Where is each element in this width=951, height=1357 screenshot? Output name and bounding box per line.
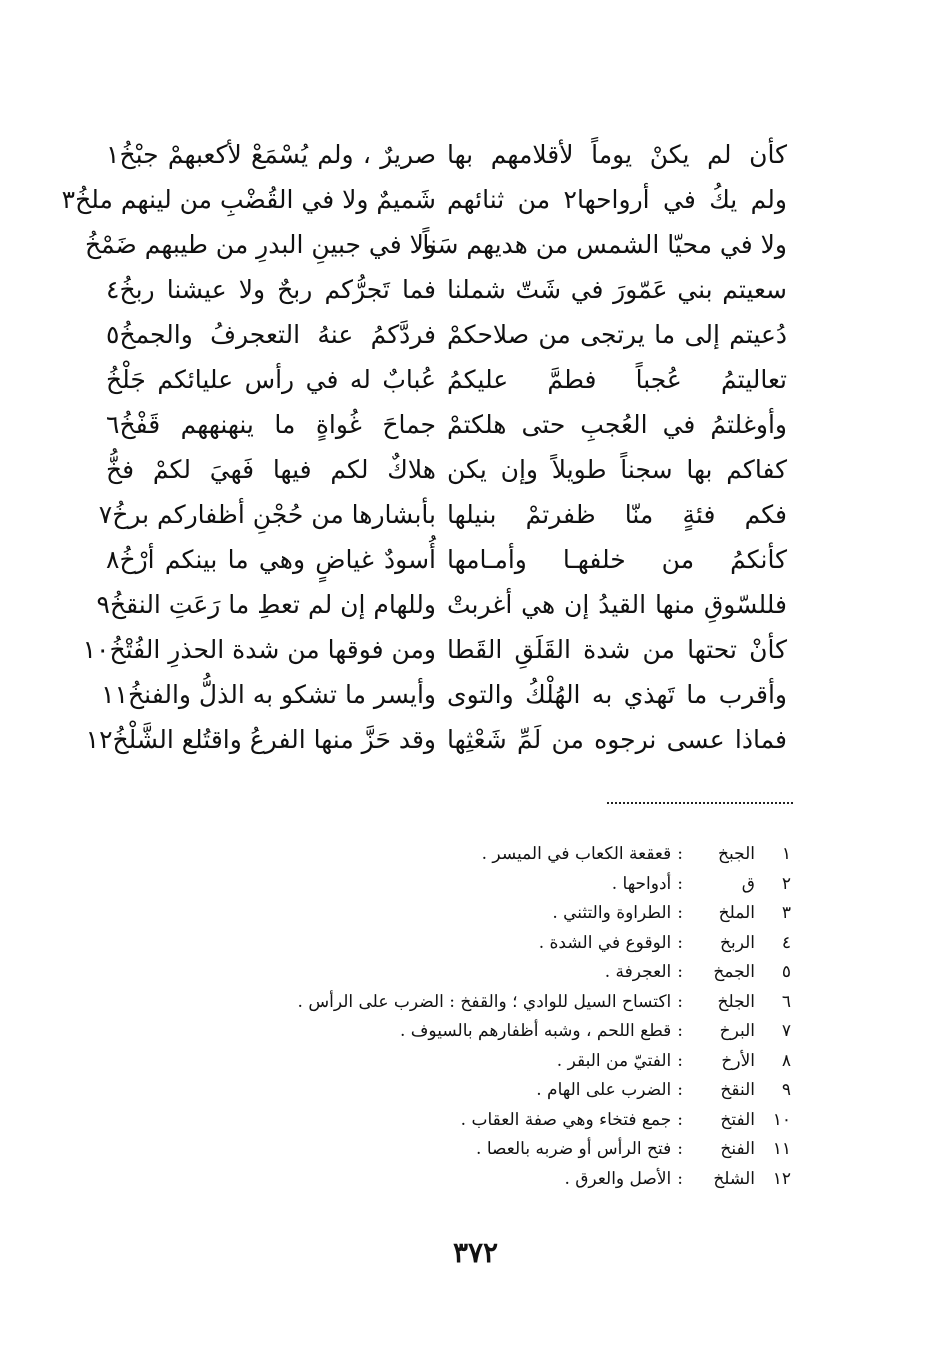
verse-second-hemistich: ولا في جبينِ البدرِ من طيبهم ضَمْخُ: [84, 230, 436, 259]
footnote-text: الفتيّ من البقر .: [556, 1050, 672, 1071]
footnote-separator: :: [677, 1139, 683, 1159]
footnote: [298, 988, 791, 1018]
verse-second-hemistich: بأبشارها من حُجْنِ أظفاركم برخُ٧: [98, 500, 436, 529]
footnote-separator: :: [677, 1168, 683, 1189]
footnote-separator: :: [677, 1109, 683, 1130]
footnote-separator: :: [677, 991, 683, 1012]
footnote-term: الملخ: [718, 903, 755, 923]
footnote-text: العجرفة .: [604, 962, 672, 982]
footnote-term: الأرخ: [721, 1050, 755, 1071]
footnote: [298, 1165, 791, 1195]
footnote-divider: [607, 802, 793, 804]
footnote: [298, 1017, 791, 1047]
footnote-term: الفنخ: [720, 1139, 755, 1159]
verse-second-hemistich: فردَّكمُ عنهُ التعجرفُ والجمخُ٥: [106, 320, 436, 349]
footnote-term: الفتخ: [720, 1109, 755, 1130]
footnote-term: الجبخ: [718, 844, 755, 864]
verse-first-hemistich: وأقرب ما تَهذي به الهُلْكُ والتوى: [447, 680, 787, 709]
footnote-text: جمع فتخاء وهي صفة العقاب .: [460, 1109, 672, 1130]
verse-first-hemistich: فماذا عسى نرجوه من لَمِّ شَعْثِها: [447, 725, 787, 754]
verse-first-hemistich: وأوغلتمُ في العُجبِ حتى هلكتمْ: [447, 410, 787, 439]
verse-first-hemistich: كفاكم بها سجناً طويلاً وإن يكن: [447, 455, 787, 484]
footnote-number: ١٠: [772, 1109, 791, 1130]
footnote-number: ٦: [781, 991, 791, 1012]
footnote-separator: :: [677, 844, 683, 864]
footnote-number: ٥: [781, 962, 791, 982]
footnote-term: الشلخ: [713, 1168, 755, 1189]
verse-second-hemistich: وقد حَزَّ منها الفرعُ واقتُلع الشَّلْخُ١٢: [85, 725, 436, 754]
footnote-number: ٣: [781, 903, 791, 923]
footnote-number: ٤: [781, 932, 791, 953]
footnote-term: الجمخ: [713, 962, 755, 982]
footnote-text: اكتساح السيل للوادي ؛ والقفخ : الضرب على الرأس .: [297, 991, 672, 1012]
verse-second-hemistich: ومن فوقها من شدة الحذرِ الفُتْخُ١٠: [82, 635, 436, 664]
verse-first-hemistich: كأن لم يكنْ يوماً لأقلامهم بها: [447, 140, 787, 169]
footnote-text: فتح الرأس أو ضربه بالعصا .: [476, 1139, 672, 1159]
footnote: [298, 1135, 791, 1165]
footnote-number: ١: [781, 844, 791, 864]
verse-second-hemistich: جماحَ غُواةٍ ما ينهنههم قَفْخُ٦: [106, 410, 436, 439]
footnote-separator: :: [677, 962, 683, 982]
verse-second-hemistich: صريرٌ ، ولم يُسْمَعْ لأكعبهمْ جبْخُ١: [106, 140, 436, 169]
footnote: [298, 1106, 791, 1136]
verse-first-hemistich: كأنْ تحتها من شدة القَلَقِ القَطا: [447, 635, 787, 664]
verse-second-hemistich: أُسودٌ غياضٍ وهي ما بينكم أرْخُ٨: [106, 545, 436, 574]
verse-second-hemistich: عُبابٌ له في رأس عليائكم جَلْخُ: [106, 365, 436, 394]
footnote-text: قطع اللحم ، وشبه أظفارهم بالسيوف .: [400, 1021, 672, 1041]
footnote: [298, 899, 791, 929]
footnote-term: ق: [741, 873, 755, 894]
footnote-number: ١١: [772, 1139, 791, 1159]
footnote: [298, 1047, 791, 1077]
footnote-text: أدواحها .: [611, 873, 672, 894]
verse-first-hemistich: سعيتم بني عَمّورَ في شَتّ شملنا: [447, 275, 787, 304]
footnote: [298, 840, 791, 870]
footnote-term: البرخ: [719, 1021, 755, 1041]
verse-second-hemistich: شَميمٌ ولا في القُضْبِ من لينهم ملخُ٣: [61, 185, 436, 214]
verse-second-hemistich: فما تَجرُّكم ربحٌ ولا عيشنا ربخُ٤: [106, 275, 436, 304]
footnote: [298, 958, 791, 988]
footnote-separator: :: [677, 1050, 683, 1071]
footnote-text: الوقوع في الشدة .: [538, 932, 672, 953]
footnote-text: الأصل والعرق .: [564, 1168, 672, 1189]
footnote-separator: :: [677, 903, 683, 923]
footnote-text: الضرب على الهام .: [536, 1080, 672, 1100]
verse-first-hemistich: تعاليتمُ عُجباً فطمَّ عليكمُ: [447, 365, 787, 394]
verse-second-hemistich: وأيسر ما تشكو به الذلُّ والفنخُ١١: [101, 680, 436, 709]
footnote-number: ٨: [781, 1050, 791, 1071]
footnote: [298, 870, 791, 900]
footnotes: [298, 840, 791, 1194]
page-number: ٣٧٢: [452, 1236, 499, 1269]
poem-left-column: [61, 132, 436, 762]
footnote: [298, 1076, 791, 1106]
footnote-term: الجلخ: [717, 991, 755, 1012]
footnote-number: ٧: [781, 1021, 791, 1041]
verse-second-hemistich: وللهام إن لم تعطِ ما رَعَتِ النقخُ٩: [96, 590, 436, 619]
verse-first-hemistich: كأنكمُ من خلفهـا وأمـامها: [447, 545, 787, 574]
verse-second-hemistich: هلاكٌ لكم فيها فَهيَ لكمْ فخُّ: [106, 455, 436, 484]
verse-first-hemistich: فكم فئةٍ منّا ظفرتمْ بنيلها: [447, 500, 787, 529]
footnote: [298, 929, 791, 959]
footnote-text: الطراوة والتثني .: [552, 903, 672, 923]
footnote-text: قعقعة الكعاب في الميسر .: [481, 844, 672, 864]
footnote-separator: :: [677, 1021, 683, 1041]
footnote-number: ١٢: [772, 1168, 791, 1189]
footnote-separator: :: [677, 1080, 683, 1100]
footnote-separator: :: [677, 932, 683, 953]
footnote-separator: :: [677, 873, 683, 894]
footnote-number: ٢: [781, 873, 791, 894]
verse-first-hemistich: ولا في محيّا الشمس من هديهم سَناً: [422, 230, 787, 259]
poem-right-column: [422, 132, 787, 762]
verse-first-hemistich: دُعيتم إلى ما يرتجى من صلاحكمْ: [447, 320, 787, 349]
footnote-term: الربخ: [720, 932, 755, 953]
footnote-number: ٩: [781, 1080, 791, 1100]
footnote-term: النقخ: [720, 1080, 755, 1100]
verse-first-hemistich: ولم يكُ في أرواحها٢ من ثنائهم: [447, 185, 787, 214]
verse-first-hemistich: فللسّوقِ منها القيدُ إن هي أغربتْ: [447, 590, 787, 619]
